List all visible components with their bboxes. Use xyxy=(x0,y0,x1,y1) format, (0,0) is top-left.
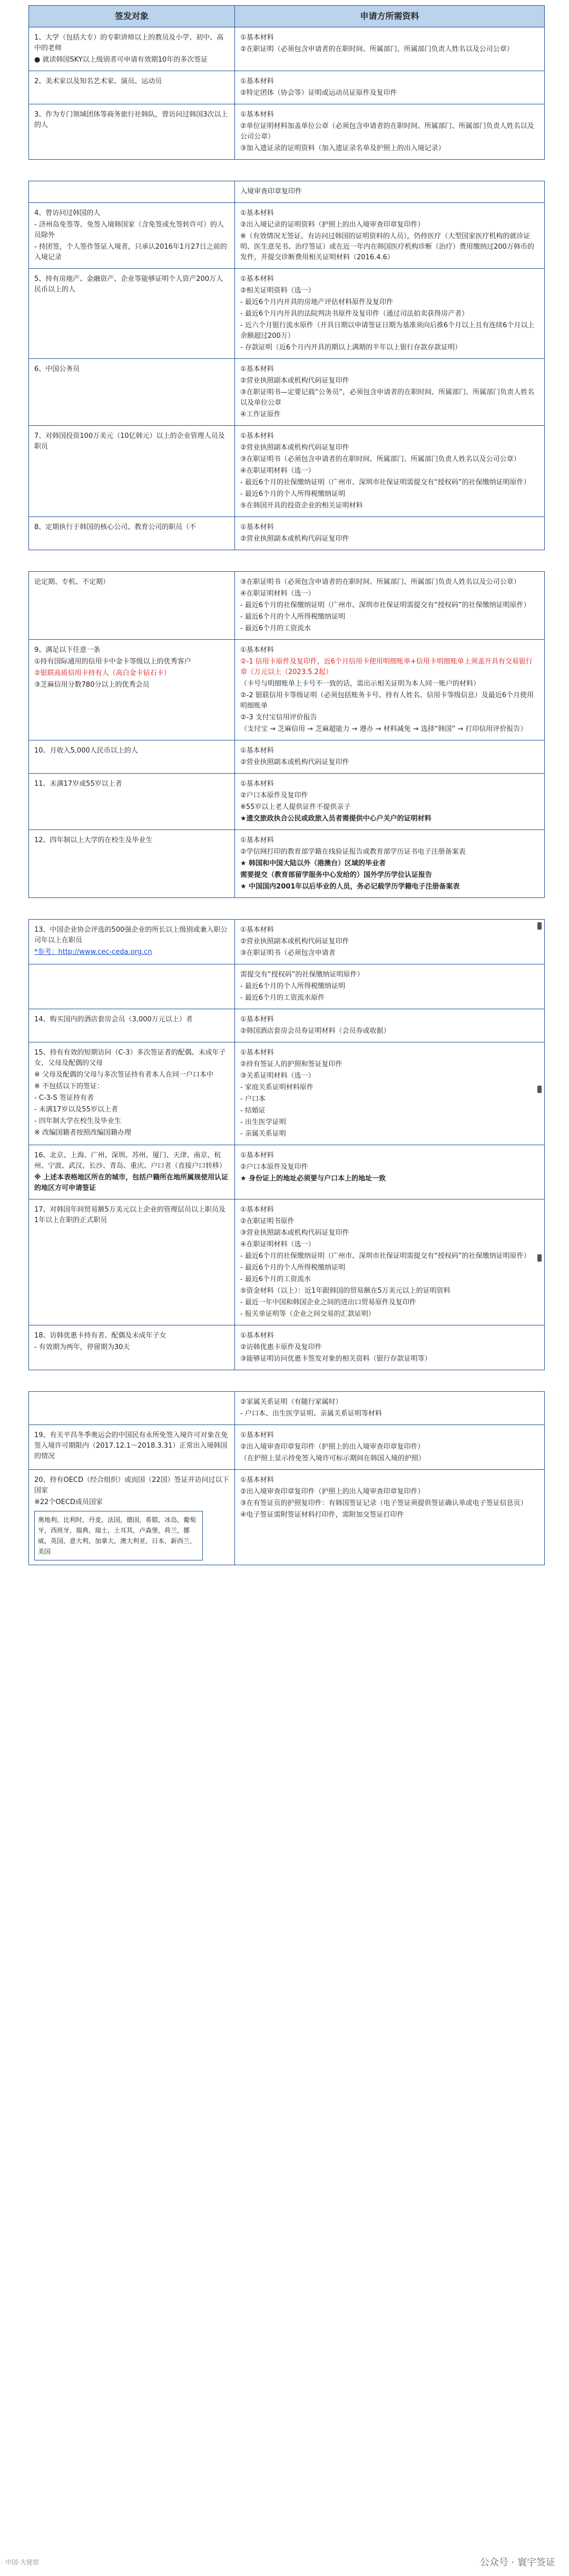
required-docs-cell xyxy=(235,1325,545,1370)
required-docs-cell xyxy=(235,774,545,830)
required-doc-item: ②学信网打印的教育部学籍在线验证报告或教育部学历证书电子注册备案表 xyxy=(240,848,466,856)
applicant-text: - 四年制大学在校生及毕业生 xyxy=(34,1117,121,1125)
table-row xyxy=(29,1042,545,1145)
required-doc-item: ①基本材料 xyxy=(240,1152,274,1159)
required-doc-item: ②营业执照副本或机构代码证复印件 xyxy=(240,444,349,452)
required-doc-item: （支付宝 → 芝麻信用 → 芝麻超能力 → 遵办 → 材料减免 → 选择“韩国” → 打印信用评价报告） xyxy=(240,725,527,733)
required-doc-item: ②-2 银联信用卡等级证明（必须包括账务卡号、持有人姓名、信用卡等级信息）及最近6个月使用明细账单 xyxy=(240,691,534,710)
required-docs-cell xyxy=(235,27,545,71)
required-doc-item: - 结婚证 xyxy=(240,1107,266,1115)
required-doc-item: ②单位证明材料加盖单位公章（必须包含申请者的在职时间、所属部门、所属部门负责人姓名以及公司公章） xyxy=(240,122,534,141)
required-doc-item: ②营业执照副本或机构代码证复印件 xyxy=(240,535,349,543)
table-row xyxy=(29,774,545,830)
applicant-text: 3、作为专门领域团体等商务旅行社韩队，曾访问过韩国3次以上的人 xyxy=(34,111,228,129)
required-doc-item: - 最近一年中国和韩国企业之间的进出口贸易原件及复印件 xyxy=(240,1299,416,1306)
required-doc-item: ①基本材料 xyxy=(240,1016,274,1023)
applicant-text: 9、满足以下任意一条 xyxy=(34,646,101,654)
required-doc-item: ③关系证明材料（选一） xyxy=(240,1072,315,1080)
applicant-text: 20、持有OECD（经合组织）或而国（22国）签证并访问过以下国家 xyxy=(34,1476,229,1495)
required-doc-item: ②户口本原件及复印件 xyxy=(240,1163,308,1171)
required-doc-item: ①基本材料 xyxy=(240,780,274,788)
required-doc-item: ②韩国酒店套房会员券证明材料（会员券或收据） xyxy=(240,1027,390,1035)
required-doc-item: - 存款证明（近6个月内开具的期以上满期的半年以上银行存款存款证明） xyxy=(240,344,462,352)
applicant-text: ②银联高质信用卡持有人（高白金卡钻石卡） xyxy=(34,669,171,677)
required-docs-cell xyxy=(235,203,545,269)
required-doc-item: ③能够证明访问优惠卡签发对象的相关资料（银行存款证明等） xyxy=(240,1355,431,1363)
required-docs-cell xyxy=(235,1392,545,1425)
required-doc-item: ①基本材料 xyxy=(240,1332,274,1340)
applicant-cell xyxy=(29,964,235,1009)
applicant-cell xyxy=(29,572,235,640)
required-doc-item: ★ 中国国内2001年以后毕业的人员，务必记载学历学籍电子注册备案表 xyxy=(240,883,460,891)
table-row xyxy=(29,1425,545,1470)
applicant-text: ※ 改编国籍者按照改编国籍办理 xyxy=(34,1129,132,1137)
required-docs-cell xyxy=(235,1470,545,1565)
required-docs-cell xyxy=(235,572,545,640)
table-row xyxy=(29,517,545,550)
required-doc-item: ②特定团体（协会等）证明或运动员证原件及复印件 xyxy=(240,89,397,97)
required-doc-item: - 最近6个月的工资流水 xyxy=(240,625,311,632)
required-doc-item: - 家庭关系证明材料原件 xyxy=(240,1084,313,1091)
required-doc-item: ①基本材料 xyxy=(240,77,274,85)
applicant-text: 16、北京、上海、广州、深圳、苏州、厦门、天津、南京、杭州、宁波、武汉、长沙、青岛、重庆、户口者（直接户口转移） xyxy=(34,1152,227,1170)
applicant-text: ③芝麻信用分数780分以上的优秀会员 xyxy=(34,681,150,689)
table-row xyxy=(29,1009,545,1042)
required-doc-item: ①基本材料 xyxy=(240,1476,274,1484)
required-doc-item: 需提交有“授权码”的社保缴纳证明原件） xyxy=(240,971,364,979)
table-row xyxy=(29,830,545,898)
applicant-cell xyxy=(29,1425,235,1470)
applicant-cell xyxy=(29,774,235,830)
required-doc-item: 入境审查印章复印件 xyxy=(240,188,302,196)
required-doc-item: - 最近6个月的社保缴纳证明（广州市、深圳市社保证明需提交有“授权码”的社保缴纳证明原件） xyxy=(240,1252,531,1260)
applicant-cell xyxy=(29,920,235,964)
required-docs-cell xyxy=(235,359,545,426)
required-doc-item: ②在职证明（必须包含申请者的在职时间、所属部门、所属部门负责人姓名以及公司公章） xyxy=(240,45,514,53)
table-row xyxy=(29,104,545,160)
required-doc-item: ⑤资金材料（以上）：近1年跟韩国的贸易额在5万美元以上的证明资料 xyxy=(240,1287,450,1295)
applicant-text: 18、访韩优惠卡持有者、配偶及未成年子女 xyxy=(34,1332,166,1340)
required-doc-item: ①基本材料 xyxy=(240,1431,274,1439)
applicant-cell xyxy=(29,1470,235,1565)
required-doc-item: - 最近6个月的个人所得税缴纳证明 xyxy=(240,490,346,498)
required-doc-item: - 最近6个月的社保缴纳证明（广州市、深圳市社保证明需提交有“授权码”的社保缴纳证明原件） xyxy=(240,601,531,609)
required-docs-cell xyxy=(235,104,545,160)
required-doc-item: ③在职证明书（必须包含申请者的在职时间、所属部门、所属部门负责人姓名以及公司公章） xyxy=(240,455,521,463)
required-docs-cell xyxy=(235,1199,545,1325)
required-doc-item: - 户口本、出生医学证明、亲属关系证明等材料 xyxy=(240,1410,382,1418)
required-doc-item: ②户口本原件及复印件 xyxy=(240,792,308,799)
applicant-text: - 持团签，个人签作签证入境者，只承认2016年1月27日之前的入境记录 xyxy=(34,243,227,261)
required-doc-item: - 最近6个月内开具的法院判决书原件及复印件（通过司法拍卖获得房产者） xyxy=(240,310,469,318)
required-doc-item: - 最近6个月的工资流水原件 xyxy=(240,994,325,1002)
applicant-text: 7、对韩国投资100万美元（10亿韩元）以上的企业管理人员及职员 xyxy=(34,432,225,451)
applicant-cell xyxy=(29,1042,235,1145)
required-doc-item: - 亲属关系证明 xyxy=(240,1130,286,1138)
required-docs-cell xyxy=(235,1042,545,1145)
page-gap xyxy=(29,550,545,572)
scroll-marker xyxy=(537,922,542,930)
required-doc-item: ④在职证明材料（选一） xyxy=(240,467,315,475)
required-doc-item: ①基本材料 xyxy=(240,275,274,283)
applicant-text: 4、曾访问过韩国的人 xyxy=(34,209,101,217)
table-row xyxy=(29,27,545,71)
required-doc-item: ②营业执照副本或机构代码证复印件 xyxy=(240,938,349,945)
required-docs-cell xyxy=(235,920,545,964)
required-docs-cell xyxy=(235,830,545,898)
scroll-marker xyxy=(537,1254,542,1262)
oecd-countries-text: 奥地利，比利时，丹麦，法国，德国，希腊，冰岛，葡萄牙，西班牙，瑞典，瑞士，土耳其，卢森堡，荷兰，挪威，英国，意大利，加拿大，澳大利亚，日本，新西兰，美国 xyxy=(35,1511,203,1560)
required-doc-item: ①基本材料 xyxy=(240,646,274,654)
applicant-text: 2、美术家以及知名艺术家、演员、运动员 xyxy=(34,77,162,85)
required-doc-item: ★ 韩国和中国大陆以外（港澳台）区域的毕业者 xyxy=(240,860,386,867)
required-doc-item: ②营业执照副本或机构代码证复印件 xyxy=(240,758,349,766)
required-doc-item: ③在职证明书（必须包含申请者的在职时间、所属部门、所属部门负责人姓名以及公司公章） xyxy=(240,578,521,586)
applicant-text: ①持有国际通用的信用卡中金卡等级以上的优秀客户 xyxy=(34,658,191,666)
required-doc-item: - 最近6个月的个人所得税缴纳证明 xyxy=(240,982,346,990)
applicant-cell xyxy=(29,181,235,203)
watermark-text: 公众号 · 寰宇签证 xyxy=(479,2557,555,2568)
required-doc-item: ②持有签证人的护照和签证复印件 xyxy=(240,1060,342,1068)
required-docs-cell xyxy=(235,426,545,517)
required-doc-item: - 出生医学证明 xyxy=(240,1118,286,1126)
applicant-text: 15、持有有效的短期访问（C-3）多次签证者的配偶、未成年子女、父母及配偶的父母 xyxy=(34,1049,226,1067)
applicant-cell xyxy=(29,1009,235,1042)
table-row xyxy=(29,359,545,426)
page-gap xyxy=(29,898,545,920)
applicant-text: 5、持有房地产、金融资产、企业等能够证明个人资产200万人民币以上的人 xyxy=(34,275,223,294)
applicant-text: 6、中国公务员 xyxy=(34,365,80,373)
required-doc-item: ②访韩优惠卡原件及复印件 xyxy=(240,1343,322,1351)
applicant-text: 11、未满17岁或55岁以上者 xyxy=(34,780,122,788)
applicant-text: ※ 上述本表格地区所在的城市，包括户籍所在地所属规使用认证的地区方可申请签证 xyxy=(34,1174,229,1192)
table-row xyxy=(29,1392,545,1425)
applicant-cell xyxy=(29,830,235,898)
required-doc-item: ※55岁以上老人提供证件不提供亲子 xyxy=(240,803,351,811)
scroll-marker xyxy=(537,1086,542,1093)
required-doc-item: 需要提交（教育部留学服务中心发给的）国外学历学位认证报告 xyxy=(240,871,433,879)
applicant-text: - 济州岛免签等、免签入境韩国家（含免签或允签转许可）的人员除外 xyxy=(34,221,224,239)
required-doc-item: - 户口本 xyxy=(240,1095,266,1103)
required-doc-item: ★ 身份证上的地址必须要与户口本上的地址一致 xyxy=(240,1175,386,1183)
table-row xyxy=(29,740,545,774)
applicant-text: ※ 父母及配偶的父母与多次签证持有者本人在同一户口本中 xyxy=(34,1071,214,1079)
required-doc-item: ①基本材料 xyxy=(240,926,274,934)
required-doc-item: ①基本材料 xyxy=(240,523,274,531)
applicant-text: ※ 不包括以下的签证： xyxy=(34,1082,104,1090)
reference-link[interactable]: *参考：http://www.cec-ceda.org.cn xyxy=(34,948,152,956)
applicant-text: ● 就读韩国SKY以上级别者可申请有效期10年的多次签证 xyxy=(34,56,208,64)
required-doc-item: ④在职证明材料（选一） xyxy=(240,1241,315,1248)
required-doc-item: ①基本材料 xyxy=(240,209,274,217)
applicant-cell xyxy=(29,1199,235,1325)
applicant-cell xyxy=(29,269,235,359)
applicant-cell xyxy=(29,27,235,71)
applicant-text: 17、对韩国年间贸易额5万美元以上企业的管理层员以上职员及1年以上在职的正式职员 xyxy=(34,1206,225,1224)
required-doc-item: - 最近6个月的个人所得税缴纳证明 xyxy=(240,1264,346,1272)
required-doc-item: ③在有签证页的护照复印件：有韩国签证记录（电子签证须提供签证确认单或电子签证信息页） xyxy=(240,1499,527,1507)
required-doc-item: ②在职证明书原件 xyxy=(240,1217,295,1225)
required-doc-item: - 最近6个月的工资流水 xyxy=(240,1275,311,1283)
required-doc-item: ①基本材料 xyxy=(240,111,274,119)
required-doc-item: ②出入境审查印章复印件（护照上的出入境审查印章复印件） xyxy=(240,1488,425,1496)
header-applicant: 签发对象 xyxy=(29,6,235,27)
applicant-text: 13、中国企业协会评选的500强企业的所长以上级别或兼入职公司年以上在职员 xyxy=(34,926,228,944)
table-row xyxy=(29,203,545,269)
required-doc-item: ②家属关系证明（有随行家属时） xyxy=(240,1398,342,1406)
required-doc-item: ③在职证明书—定要记载“公务员”，必须包含申请者的在职时间、所属部门、所属部门负责人姓名以及单位公章 xyxy=(240,388,535,407)
required-doc-item: ④在职证明材料（选一） xyxy=(240,590,315,598)
visa-requirements-document xyxy=(28,5,545,1565)
page-gap xyxy=(29,1370,545,1392)
table-row xyxy=(29,1199,545,1325)
required-doc-item: ②出入境记录的证明资料（护照上的出入境审查印章复印件） xyxy=(240,221,425,229)
required-doc-item: ⑤在韩国开具的投资企业的相关证明材料 xyxy=(240,502,363,510)
applicant-cell xyxy=(29,1392,235,1425)
required-doc-item: （卡号与明细账单上卡号不一致的话，需出示相关证明为本人同一账户的材料） xyxy=(240,680,480,688)
table-row xyxy=(29,1145,545,1199)
required-doc-item: ④电子签证需附签证材料打印件，需附加交签证打印件 xyxy=(240,1511,404,1519)
required-doc-item: ①基本材料 xyxy=(240,1049,274,1057)
required-doc-item: - 最近6个月的社保缴纳证明（广州市、深圳市社保证明需提交有“授权码”的社保缴纳证明原件） xyxy=(240,479,531,486)
applicant-text: - C-3-S 签证持有者 xyxy=(34,1094,94,1102)
required-doc-item: ①基本材料 xyxy=(240,365,274,373)
applicant-text: 8、定期执行于韩国的核心公司、教育公司的职员（不 xyxy=(34,523,197,531)
applicant-text: 1、大学（包括大专）的专职讲师以上的教员及小学、初中、高中的老师 xyxy=(34,34,224,52)
corner-watermark: 中国·大使馆 xyxy=(5,2559,39,2566)
applicant-cell xyxy=(29,740,235,774)
applicant-text: 19、有关平昌冬季奥运会的中国民有永所免签入境许可对象在免签入境许可期限内（2017.12.1～2018.3.31）正常出入境韩国的情况 xyxy=(34,1431,228,1460)
required-doc-item: ①基本材料 xyxy=(240,836,274,844)
table-row xyxy=(29,426,545,517)
applicant-text: 14、购买国内的酒店套房会员（3,000万元以上）者 xyxy=(34,1016,193,1023)
table-row xyxy=(29,71,545,104)
required-doc-item: ①基本材料 xyxy=(240,432,274,440)
required-doc-item: ③营业执照副本或机构代码证复印件 xyxy=(240,1229,349,1237)
oecd-country-list xyxy=(34,1511,203,1560)
header-required-docs: 申请方所需资料 xyxy=(235,6,545,27)
applicant-cell xyxy=(29,1325,235,1370)
requirements-table xyxy=(28,5,545,1565)
applicant-cell xyxy=(29,426,235,517)
required-doc-item: ③加入遗证录的证明资料（加入遗证录名单及护照上的出入境记录） xyxy=(240,144,445,152)
required-doc-item: （在护照上显示持免签入境许可标示期间在韩国入境的护照） xyxy=(240,1455,426,1462)
required-doc-item: ※（有效情况无签证、有访问过韩国的证明资料的人员），仍持医疗（大型国家医疗机构的就诊证明、医生意见书、治疗签证）或在近一年内在韩国医疗机构诊断（治疗）费用缴纳过200万韩币的发件，并提交诊断费用相关证明材料（2016.4.6） xyxy=(240,232,534,261)
applicant-cell xyxy=(29,517,235,550)
required-doc-item: - 最近6个月内开具的房地产评估材料原件及复印件 xyxy=(240,298,394,306)
table-row xyxy=(29,572,545,640)
required-docs-cell xyxy=(235,964,545,1009)
required-doc-item: - 最近6个月的个人所得税缴纳证明 xyxy=(240,613,346,621)
applicant-cell xyxy=(29,359,235,426)
required-doc-item: - 报关单证明等（企业之间交易的汇款证明） xyxy=(240,1310,375,1318)
applicant-cell xyxy=(29,104,235,160)
required-docs-cell xyxy=(235,1425,545,1470)
required-doc-item: ①基本材料 xyxy=(240,747,274,755)
applicant-cell xyxy=(29,203,235,269)
applicant-text: ※22个OECD成员国家 xyxy=(34,1498,103,1506)
required-docs-cell xyxy=(235,1145,545,1199)
table-row xyxy=(29,269,545,359)
applicant-cell xyxy=(29,640,235,740)
page-gap xyxy=(29,160,545,181)
required-doc-item: ②相关证明资料（选一） xyxy=(240,287,315,295)
applicant-cell xyxy=(29,1145,235,1199)
applicant-text: 论定期、专机、不定期） xyxy=(34,578,110,586)
required-doc-item: ①基本材料 xyxy=(240,34,274,42)
required-doc-item: ②-1 信用卡原件及复印件，近6个月信用卡使用明细账单+信用卡明细账单上须盖开具有交易银行章（万元以上（2023.5.2起） xyxy=(240,658,533,676)
applicant-text: - 未满17岁以及55岁以上者 xyxy=(34,1106,118,1114)
table-row xyxy=(29,1325,545,1370)
required-doc-item: ①基本材料 xyxy=(240,1206,274,1214)
table-header-row xyxy=(29,6,545,27)
applicant-text: 12、四年制以上大学的在校生及毕业生 xyxy=(34,836,153,844)
required-docs-cell xyxy=(235,1009,545,1042)
required-doc-item: - 近六个月银行流水原件（开具日期以申请签证日期为基准须向后推6个月以上且有连续6个月以上余额超过200万） xyxy=(240,321,535,340)
required-docs-cell xyxy=(235,269,545,359)
required-docs-cell xyxy=(235,71,545,104)
required-doc-item: ②营业执照副本或机构代码证复印件 xyxy=(240,377,349,385)
table-row xyxy=(29,964,545,1009)
applicant-text: - 有效期为两年，停留期为30天 xyxy=(34,1343,130,1351)
required-doc-item: ★遗交旅政执合公民或政旅入员者需提供中心户关户的证明材料 xyxy=(240,815,431,823)
required-docs-cell xyxy=(235,640,545,740)
applicant-cell xyxy=(29,71,235,104)
required-doc-item: ②-3 支付宝信用评价报告 xyxy=(240,714,317,721)
table-row xyxy=(29,640,545,740)
applicant-text: 10、月收入5,000人民币以上的人 xyxy=(34,747,138,755)
required-docs-cell xyxy=(235,517,545,550)
table-row xyxy=(29,181,545,203)
table-row xyxy=(29,1470,545,1565)
table-row xyxy=(29,920,545,964)
required-doc-item: ④工作证原件 xyxy=(240,411,281,418)
required-doc-item: ③在职证明书（必须包含申请者 xyxy=(240,949,336,957)
required-docs-cell xyxy=(235,181,545,203)
required-docs-cell xyxy=(235,740,545,774)
required-doc-item: ②出入境审查印章复印件（护照上的出入境审查印章复印件） xyxy=(240,1443,425,1451)
